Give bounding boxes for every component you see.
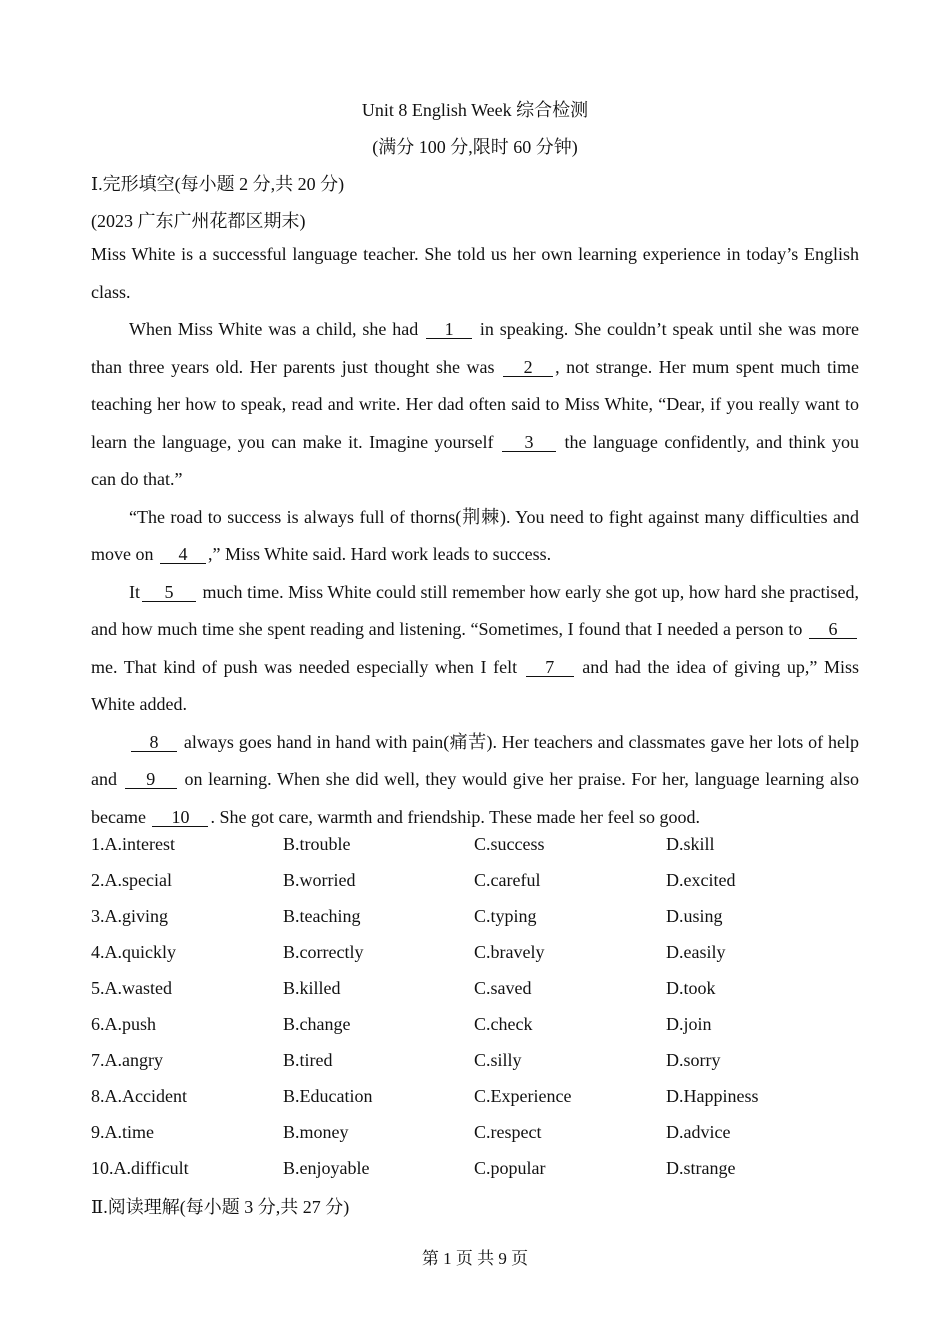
section-heading-cloze: Ⅰ.完形填空(每小题 2 分,共 20 分) xyxy=(91,174,345,194)
option-c: C.bravely xyxy=(474,942,545,962)
blank-9: 9 xyxy=(125,770,177,789)
option-a: 4.A.quickly xyxy=(91,942,176,962)
option-row xyxy=(91,1080,871,1116)
option-d: D.join xyxy=(666,1014,712,1034)
option-a: 7.A.angry xyxy=(91,1050,163,1070)
blank-1: 1 xyxy=(426,320,472,339)
passage-text: in speaking. She couldn’t speak until she was more than three years old. Her parents just thought she was xyxy=(91,319,859,377)
passage-text: always goes hand in hand with pain(痛苦). Her teachers and classmates gave her lots of help and xyxy=(91,731,859,789)
page-number: 第 1 页 共 9 页 xyxy=(421,1249,529,1268)
passage-text: me. That kind of push was needed especially when I felt xyxy=(91,656,524,677)
passage-text: the language confidently, and think you can do that.” xyxy=(91,431,859,489)
passage-text: . She got care, warmth and friendship. These made her feel so good. xyxy=(210,806,700,827)
option-a: 2.A.special xyxy=(91,870,172,890)
passage-paragraph xyxy=(91,724,859,837)
option-d: D.using xyxy=(666,906,723,926)
source-note: (2023 广东广州花都区期末) xyxy=(91,211,306,231)
option-row xyxy=(91,864,871,900)
answer-options xyxy=(91,828,871,1188)
passage-text: on learning. When she did well, they would give her praise. For her, language learning also became xyxy=(91,769,859,827)
blank-7: 7 xyxy=(526,658,574,677)
blank-5: 5 xyxy=(142,583,196,602)
option-row xyxy=(91,900,871,936)
option-b: B.killed xyxy=(283,978,341,998)
option-a: 10.A.difficult xyxy=(91,1158,189,1178)
passage-text: When Miss White was a child, she had xyxy=(129,319,425,339)
option-c: C.typing xyxy=(474,906,537,926)
option-b: B.correctly xyxy=(283,942,364,962)
passage-text: , not strange. Her mum spent much time teaching her how to speak, read and write. Her dad often said to Miss White, “Dear, if you really want to learn the language, you can make it. Imagine yourself xyxy=(91,356,859,452)
option-b: B.tired xyxy=(283,1050,333,1070)
option-row xyxy=(91,936,871,972)
option-c: C.popular xyxy=(474,1158,546,1178)
blank-6: 6 xyxy=(809,620,857,639)
option-c: C.saved xyxy=(474,978,532,998)
option-a: 3.A.giving xyxy=(91,906,169,926)
option-b: B.worried xyxy=(283,870,356,890)
option-c: C.Experience xyxy=(474,1086,572,1106)
option-c: C.success xyxy=(474,834,545,854)
option-a: 1.A.interest xyxy=(91,834,175,854)
option-row xyxy=(91,828,871,864)
passage-intro: Miss White is a successful language teacher. She told us her own learning experience in today’s English class. xyxy=(91,244,859,302)
option-row xyxy=(91,972,871,1008)
option-d: D.easily xyxy=(666,942,726,962)
option-row xyxy=(91,1152,871,1188)
option-b: B.teaching xyxy=(283,906,361,926)
blank-8: 8 xyxy=(131,733,177,752)
section-heading-reading: Ⅱ.阅读理解(每小题 3 分,共 27 分) xyxy=(91,1197,350,1217)
option-row xyxy=(91,1008,871,1044)
option-b: B.change xyxy=(283,1014,351,1034)
option-c: C.check xyxy=(474,1014,533,1034)
blank-2: 2 xyxy=(503,358,553,377)
passage-text: much time. Miss White could still remember how early she got up, how hard she practised, and how much time she spent reading and listening. “Sometimes, I found that I needed a person to xyxy=(91,581,859,639)
passage-text: and had the idea of giving up,” Miss White added. xyxy=(91,656,859,714)
option-c: C.careful xyxy=(474,870,541,890)
option-a: 8.A.Accident xyxy=(91,1086,187,1106)
option-d: D.Happiness xyxy=(666,1086,759,1106)
cloze-passage xyxy=(91,236,859,836)
passage-paragraph xyxy=(91,499,859,574)
option-row xyxy=(91,1044,871,1080)
option-a: 5.A.wasted xyxy=(91,978,172,998)
option-b: B.enjoyable xyxy=(283,1158,370,1178)
option-row xyxy=(91,1116,871,1152)
option-d: D.strange xyxy=(666,1158,736,1178)
blank-3: 3 xyxy=(502,433,556,452)
page-subtitle: (满分 100 分,限时 60 分钟) xyxy=(372,137,578,157)
blank-4: 4 xyxy=(160,545,206,564)
passage-text: ,” Miss White said. Hard work leads to success. xyxy=(208,544,552,564)
option-a: 9.A.time xyxy=(91,1122,154,1142)
passage-paragraph xyxy=(91,574,859,724)
option-b: B.trouble xyxy=(283,834,351,854)
passage-text: It xyxy=(129,581,140,602)
option-d: D.advice xyxy=(666,1122,731,1142)
option-b: B.money xyxy=(283,1122,349,1142)
option-b: B.Education xyxy=(283,1086,373,1106)
option-d: D.skill xyxy=(666,834,715,854)
option-c: C.silly xyxy=(474,1050,522,1070)
page-title: Unit 8 English Week 综合检测 xyxy=(361,100,589,120)
passage-paragraph xyxy=(91,311,859,499)
option-d: D.took xyxy=(666,978,716,998)
option-a: 6.A.push xyxy=(91,1014,157,1034)
blank-10: 10 xyxy=(152,808,208,827)
option-c: C.respect xyxy=(474,1122,542,1142)
option-d: D.sorry xyxy=(666,1050,721,1070)
passage-text: “The road to success is always full of thorns(荆棘). You need to fight against many difficulties and move on xyxy=(91,506,859,564)
option-d: D.excited xyxy=(666,870,736,890)
